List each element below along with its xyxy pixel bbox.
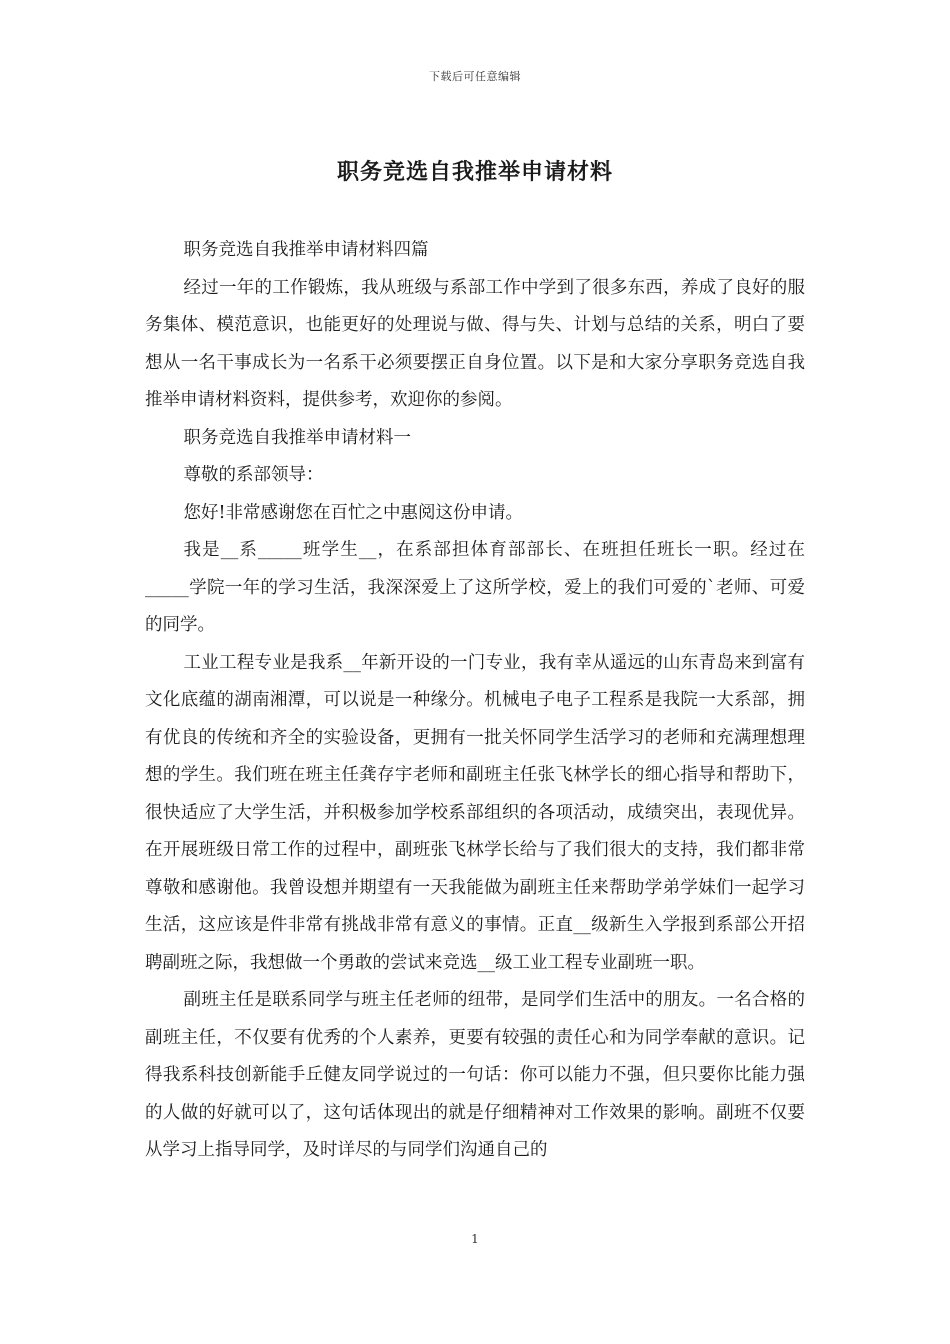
paragraph-salutation: 尊敬的系部领导： — [183, 465, 324, 485]
paragraph-intro: 经过一年的工作锻炼，我从班级与系部工作中学到了很多东西，养成了良好的服务集体、模范意识，也能更好的处理说与做、得与失、计划与总结的关系，明白了要想从一名干事成长为一名系干必须要摆正自身位置。以下是和大家分享职务竞选自我推举申请材料资料，提供参考，欢迎你的参阅。 — [145, 277, 805, 410]
paragraph-subtitle: 职务竞选自我推举申请材料四篇 — [183, 240, 429, 260]
paragraph-self-introduction: 我是__系_____班学生__，在系部担体育部部长、在班担任班长一职。经过在_____学院一年的学习生活，我深深爱上了这所学校，爱上的我们可爱的`老师、可爱的同学。 — [145, 540, 805, 635]
paragraph-major-background: 工业工程专业是我系__年新开设的一门专业，我有幸从遥远的山东青岛来到富有文化底蕴的湖南湘潭，可以说是一种缘分。机械电子电子工程系是我院一大系部，拥有优良的传统和齐全的实验设备，更拥有一批关怀同学生活学习的老师和充满理想理想的学生。我们班在班主任龚存宇老师和副班主任张飞林学长的细心指导和帮助下，很快适应了大学生活，并积极参加学校系部组织的各项活动，成绩突出，表现优异。在开展班级日常工作的过程中，副班张飞林学长给与了我们很大的支持，我们都非常尊敬和感谢他。我曾设想并期望有一天我能做为副班主任来帮助学弟学妹们一起学习生活，这应该是件非常有挑战非常有意义的事情。正直__级新生入学报到系部公开招聘副班之际，我想做一个勇敢的尝试来竞选__级工业工程专业副班一职。 — [145, 652, 805, 973]
document-title: 职务竞选自我推举申请材料 — [336, 159, 613, 185]
paragraph-role-description: 副班主任是联系同学与班主任老师的纽带，是同学们生活中的朋友。一名合格的副班主任，不仅要有优秀的个人素养，更要有较强的责任心和为同学奉献的意识。记得我系科技创新能手丘健友同学说过的一句话：你可以能力不强，但只要你比能力强的人做的好就可以了，这句话体现出的就是仔细精神对工作效果的影响。副班不仅要从学习上指导同学，及时详尽的与同学们沟通自己的 — [145, 990, 805, 1160]
paragraph-greeting: 您好!非常感谢您在百忙之中惠阅这份申请。 — [183, 502, 524, 523]
page-header-note: 下载后可任意编辑 — [429, 70, 521, 83]
page-number: 1 — [471, 1232, 479, 1246]
paragraph-section-heading: 职务竞选自我推举申请材料一 — [183, 427, 411, 448]
document-body — [145, 232, 805, 1170]
